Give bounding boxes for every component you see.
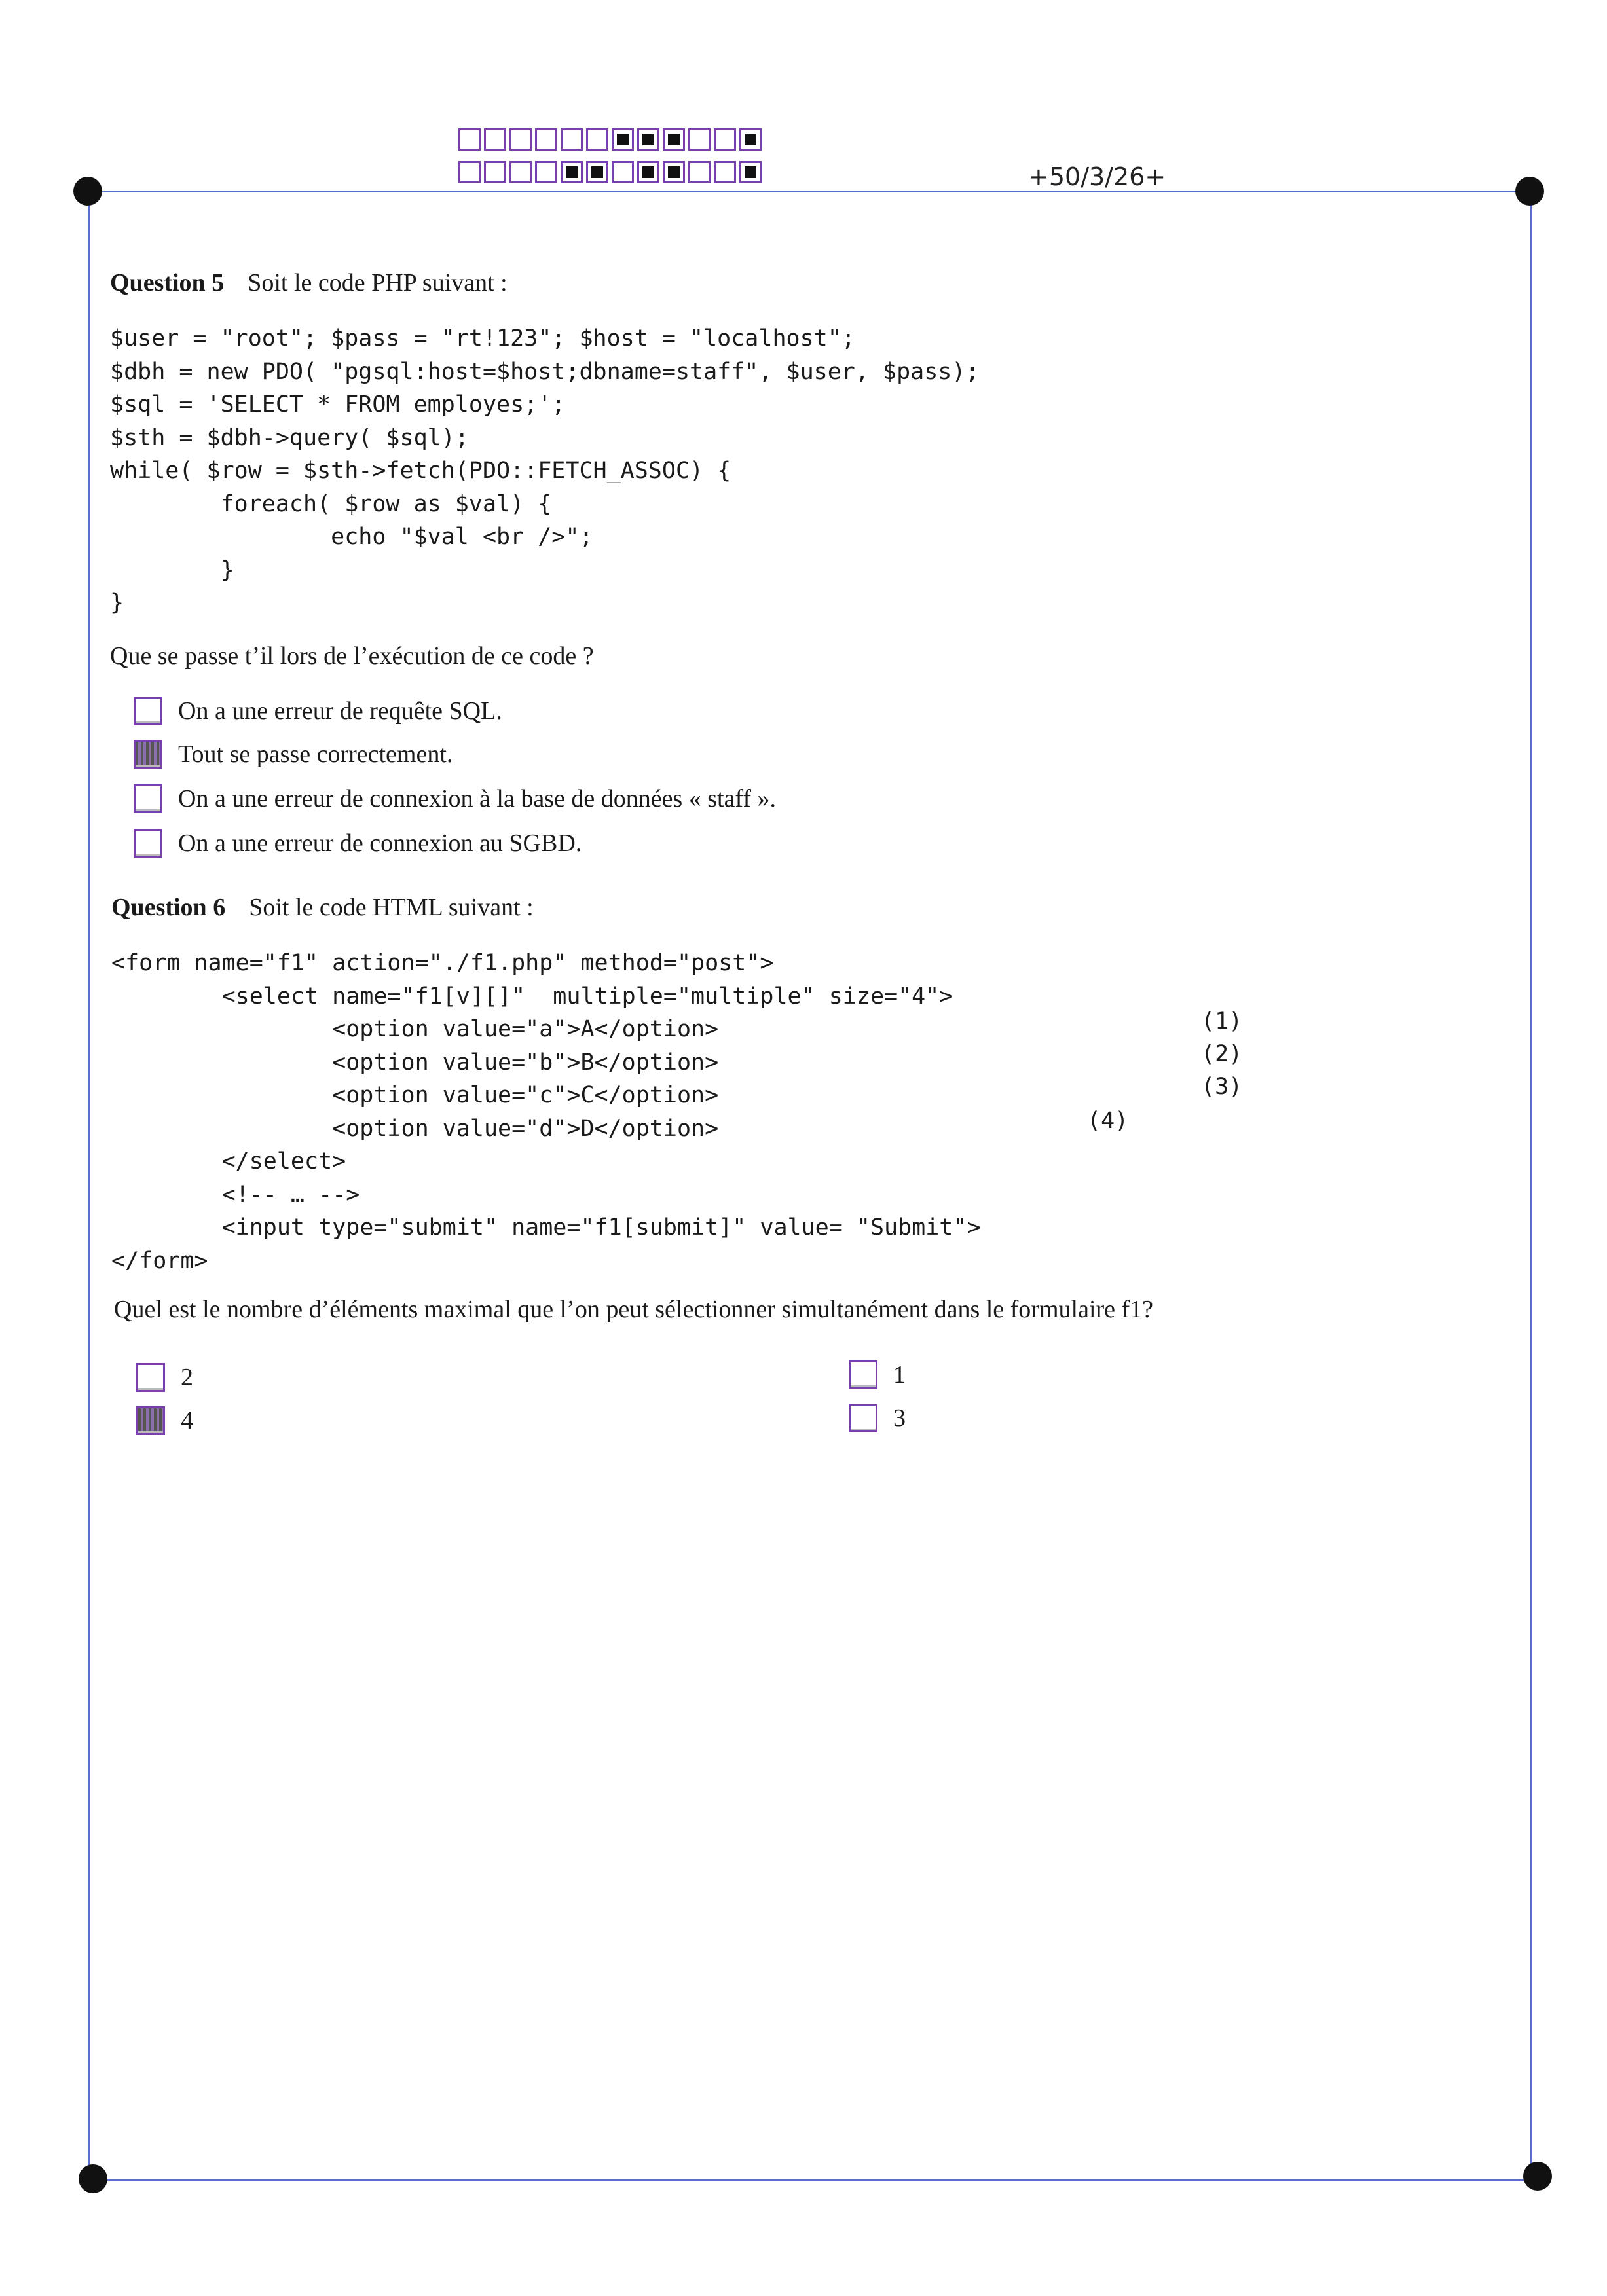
code-line: $dbh = new PDO( "pgsql:host=$host;dbname=staff", $user, $pass); — [110, 358, 980, 385]
id-box-cell — [535, 128, 557, 151]
q6-answer-4[interactable] — [136, 1406, 193, 1435]
id-box-row-2 — [458, 161, 765, 183]
margin-label-3: (3) — [1201, 1074, 1243, 1100]
q5-answer-2-checkbox[interactable] — [134, 740, 162, 769]
code-line: <option value="b">B</option> — [111, 1049, 719, 1076]
id-box-row-1 — [458, 128, 765, 151]
q6-answer-2[interactable] — [136, 1363, 193, 1392]
id-box-cell — [637, 128, 659, 151]
code-line: <!-- … --> — [111, 1181, 360, 1208]
code-line: <select name="f1[v][]" multiple="multiple" size="4"> — [111, 983, 953, 1010]
id-box-cell — [561, 161, 583, 183]
code-line: while( $row = $sth->fetch(PDO::FETCH_ASSOC) { — [110, 458, 731, 484]
question-6-prompt: Quel est le nombre d’éléments maximal que l’on peut sélectionner simultanément dans le formulaire f1? — [114, 1296, 1154, 1323]
code-line: $sth = $dbh->query( $sql); — [110, 424, 469, 451]
q6-answer-4-label: 4 — [181, 1407, 193, 1434]
id-box-cell — [714, 128, 736, 151]
code-line: </form> — [111, 1247, 208, 1274]
code-line: <option value="c">C</option> — [111, 1082, 719, 1108]
code-line: <option value="a">A</option> — [111, 1016, 719, 1042]
id-box-cell — [509, 128, 532, 151]
margin-label-4: (4) — [1087, 1108, 1129, 1134]
question-6-number: Question 6 — [111, 894, 226, 921]
code-line: <input type="submit" name="f1[submit]" value= "Submit"> — [111, 1214, 981, 1241]
id-box-cell — [586, 161, 608, 183]
q6-answer-1-checkbox[interactable] — [849, 1360, 877, 1389]
id-box-cell — [688, 161, 711, 183]
id-box-cell — [688, 128, 711, 151]
id-box-cell — [586, 128, 608, 151]
q5-answer-2-label: Tout se passe correctement. — [178, 740, 453, 768]
id-box-cell — [561, 128, 583, 151]
code-line: </select> — [111, 1148, 346, 1175]
q6-answer-4-checkbox[interactable] — [136, 1406, 165, 1435]
q6-answer-3[interactable] — [849, 1404, 906, 1432]
code-line: foreach( $row as $val) { — [110, 490, 552, 517]
id-box-cell — [535, 161, 557, 183]
question-5-code-block — [110, 322, 980, 620]
question-6-heading — [111, 893, 534, 922]
q5-answer-3[interactable] — [134, 784, 776, 813]
corner-marker-top-left — [73, 177, 102, 206]
code-line: $sql = 'SELECT * FROM employes;'; — [110, 392, 566, 418]
q6-answer-3-label: 3 — [893, 1404, 906, 1432]
q6-answer-1-label: 1 — [893, 1361, 906, 1389]
id-box-cell — [714, 161, 736, 183]
id-box-cell — [663, 161, 685, 183]
corner-marker-bottom-left — [79, 2164, 107, 2193]
corner-marker-bottom-right — [1523, 2162, 1552, 2191]
code-line: echo "$val <br />"; — [110, 524, 593, 550]
id-box-cell — [612, 128, 634, 151]
question-6-code-block — [111, 947, 981, 1277]
q5-answer-4-label: On a une erreur de connexion au SGBD. — [178, 829, 582, 857]
id-box-cell — [509, 161, 532, 183]
code-line: } — [110, 590, 124, 616]
q5-answer-1-label: On a une erreur de requête SQL. — [178, 697, 502, 725]
q5-answer-1[interactable] — [134, 697, 502, 725]
id-box-cell — [739, 128, 762, 151]
frame-top-line — [88, 191, 1531, 192]
q6-answer-2-checkbox[interactable] — [136, 1363, 165, 1392]
q6-answer-3-checkbox[interactable] — [849, 1404, 877, 1432]
question-6-title: Soit le code HTML suivant : — [249, 894, 534, 921]
frame-bottom-line — [88, 2179, 1531, 2181]
question-5-heading — [110, 268, 508, 297]
code-line: } — [110, 556, 234, 583]
id-box-cell — [612, 161, 634, 183]
id-box-cell — [637, 161, 659, 183]
question-5-prompt: Que se passe t’il lors de l’exécution de ce code ? — [110, 642, 594, 670]
frame-right-line — [1530, 191, 1532, 2181]
id-box-cell — [739, 161, 762, 183]
code-line: <form name="f1" action="./f1.php" method="post"> — [111, 950, 774, 976]
code-line: <option value="d">D</option> — [111, 1115, 719, 1142]
q6-answer-1[interactable] — [849, 1360, 906, 1389]
q5-answer-1-checkbox[interactable] — [134, 697, 162, 725]
id-box-cell — [458, 161, 481, 183]
q5-answer-2[interactable] — [134, 740, 453, 769]
q5-answer-3-checkbox[interactable] — [134, 784, 162, 813]
frame-left-line — [88, 191, 90, 2181]
corner-marker-top-right — [1515, 177, 1544, 206]
q6-answer-2-label: 2 — [181, 1364, 193, 1391]
page-code: +50/3/26+ — [1028, 162, 1166, 191]
id-box-cell — [484, 161, 506, 183]
q5-answer-4[interactable] — [134, 829, 582, 858]
question-5-number: Question 5 — [110, 269, 225, 297]
id-box-cell — [663, 128, 685, 151]
margin-label-1: (1) — [1201, 1008, 1243, 1034]
question-5-title: Soit le code PHP suivant : — [248, 269, 508, 297]
margin-label-2: (2) — [1201, 1041, 1243, 1067]
q5-answer-4-checkbox[interactable] — [134, 829, 162, 858]
id-box-cell — [484, 128, 506, 151]
id-box-cell — [458, 128, 481, 151]
q5-answer-3-label: On a une erreur de connexion à la base de données « staff ». — [178, 785, 777, 812]
code-line: $user = "root"; $pass = "rt!123"; $host = "localhost"; — [110, 325, 855, 352]
